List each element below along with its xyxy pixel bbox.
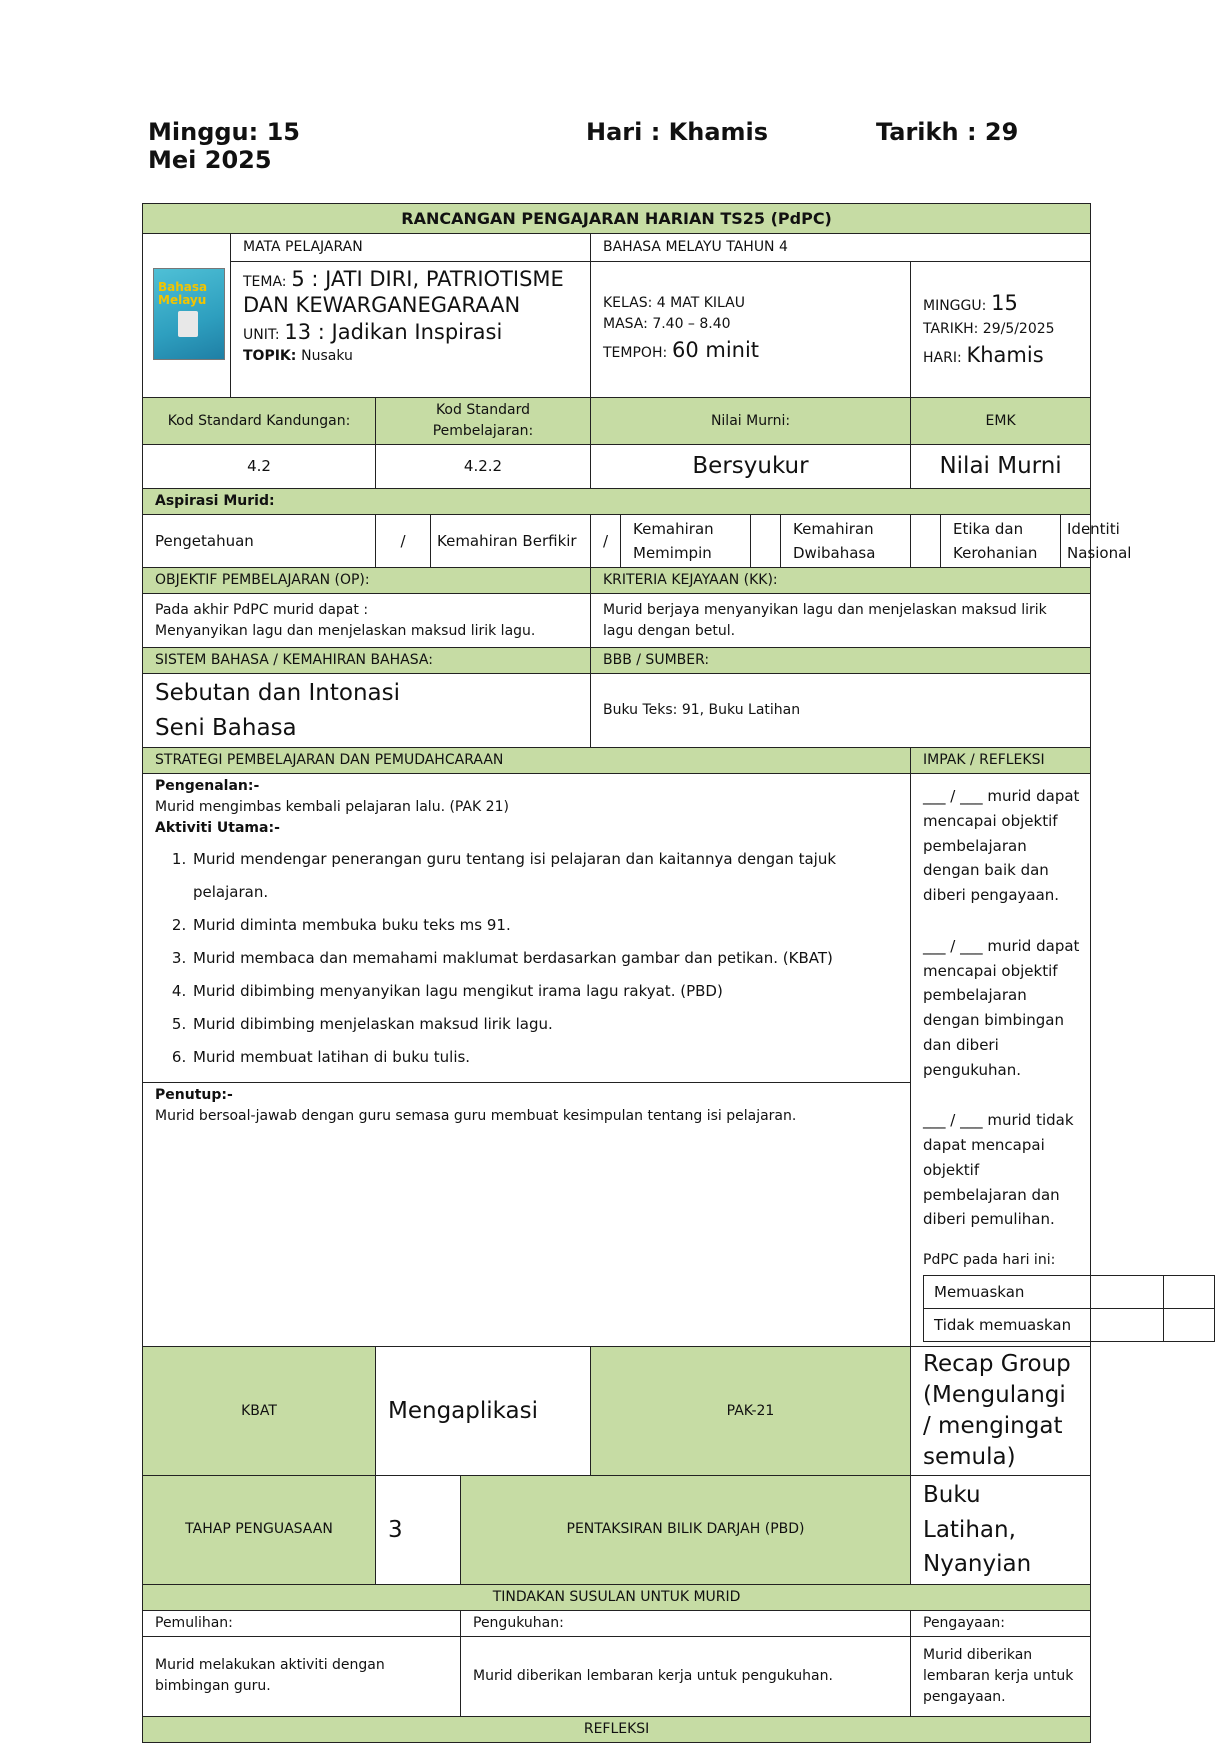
sistem-line2: Seni Bahasa [155, 714, 297, 741]
ksk-label: Kod Standard Kandungan: [143, 398, 376, 445]
aspirasi-mark-dwibahasa [911, 515, 941, 568]
objektif-text [143, 594, 591, 648]
aspirasi-mark-pengetahuan: / [376, 515, 431, 568]
kelas-value: 4 MAT KILAU [656, 294, 745, 311]
pemulihan-text: Murid melakukan aktiviti dengan bimbingan guru. [143, 1636, 461, 1716]
impak-label: IMPAK / REFLEKSI [911, 748, 1091, 774]
refleksi-label: REFLEKSI [143, 1716, 1091, 1742]
aktiviti-item: 4. Murid dibimbing menyanyikan lagu mengikut irama lagu rakyat. (PBD) [191, 975, 898, 1008]
subject-label: MATA PELAJARAN [231, 234, 591, 262]
unit-value: 13 : Jadikan Inspirasi [284, 319, 503, 344]
aspirasi-item-identiti: Identiti Nasional [1061, 515, 1091, 568]
minggu-cell [911, 262, 1091, 398]
tema-label: TEMA: [243, 274, 287, 290]
pdpc-check-memuaskan[interactable] [1164, 1276, 1215, 1309]
aktiviti-item: 1. Murid mendengar penerangan guru tentang isi pelajaran dan kaitannya dengan tajuk pelajaran. [191, 843, 898, 909]
refleksi-bimbingan: ___ / ___ murid dapat mencapai objektif pembelajaran dengan bimbingan dan diberi pengukuhan. [923, 936, 1080, 1079]
unit-label: UNIT: [243, 326, 280, 343]
tahap-label: TAHAP PENGUASAAN [143, 1476, 376, 1585]
pdpc-label: PdPC pada hari ini: [923, 1252, 1056, 1268]
aspirasi-item-dwibahasa: Kemahiran Dwibahasa [781, 515, 911, 568]
pdpc-table [923, 1275, 1215, 1342]
pemulihan-label: Pemulihan: [143, 1610, 461, 1636]
penutup-text: Murid bersoal-jawab dengan guru semasa guru membuat kesimpulan tentang isi pelajaran. [155, 1108, 797, 1124]
pengayaan-text: Murid diberikan lembaran kerja untuk pengayaan. [911, 1636, 1091, 1716]
sistem-text [143, 674, 591, 748]
kriteria-text: Murid berjaya menyanyikan lagu dan menjelaskan maksud lirik lagu dengan betul. [591, 594, 1091, 648]
rph-table [142, 203, 1132, 1743]
header-minggu: Minggu: 15 [148, 118, 300, 146]
book-cover-image [153, 268, 225, 360]
tarikh-label: TARIKH: [923, 321, 979, 337]
aspirasi-item-berfikir: Kemahiran Berfikir [431, 515, 591, 568]
tahap-value: 3 [376, 1476, 461, 1585]
hari-label: HARI: [923, 350, 962, 366]
aktiviti-item: 6. Murid membuat latihan di buku tulis. [191, 1041, 898, 1074]
emk-label: EMK [911, 398, 1091, 445]
aspirasi-item-etika: Etika dan Kerohanian [941, 515, 1061, 568]
pdpc-option-memuaskan: Memuaskan [924, 1276, 1164, 1309]
header-hari: Hari : Khamis [586, 118, 769, 146]
topik-label: TOPIK: [243, 347, 297, 364]
pengenalan-text: Murid mengimbas kembali pelajaran lalu. (PAK 21) [155, 799, 509, 815]
pak-label: PAK-21 [591, 1347, 911, 1476]
kelas-label: KELAS: [603, 294, 653, 311]
kbat-value: Mengaplikasi [376, 1347, 591, 1476]
pengenalan-label: Pengenalan:- [155, 778, 260, 794]
ksk-value: 4.2 [143, 445, 376, 489]
header-tarikh: Tarikh : 29 [876, 118, 1019, 146]
pak-value: Recap Group (Mengulangi / mengingat semula) [911, 1347, 1091, 1476]
aktiviti-item: 5. Murid dibimbing menjelaskan maksud lirik lagu. [191, 1008, 898, 1041]
pdpc-check-tidak-memuaskan[interactable] [1164, 1309, 1215, 1342]
emk-value: Nilai Murni [911, 445, 1091, 489]
pbd-value: Buku Latihan, Nyanyian [911, 1476, 1091, 1585]
susulan-label: TINDAKAN SUSULAN UNTUK MURID [143, 1584, 1091, 1610]
impak-cell [911, 774, 1091, 1347]
refleksi-baik: ___ / ___ murid dapat mencapai objektif pembelajaran dengan baik dan diberi pengayaan. [923, 787, 1080, 904]
masa-value: 7.40 – 8.40 [652, 315, 731, 332]
tema-cell [231, 262, 591, 398]
objektif-line2: Menyanyikan lagu dan menjelaskan maksud lirik lagu. [155, 622, 536, 639]
strategi-label: STRATEGI PEMBELAJARAN DAN PEMUDAHCARAAN [143, 748, 911, 774]
sistem-label: SISTEM BAHASA / KEMAHIRAN BAHASA: [143, 648, 591, 674]
book-cover-title: Bahasa Melayu [158, 280, 208, 308]
bbb-label: BBB / SUMBER: [591, 648, 1091, 674]
tarikh-value: 29/5/2025 [982, 321, 1055, 337]
aspirasi-mark-memimpin [751, 515, 781, 568]
subject-value: BAHASA MELAYU TAHUN 4 [591, 234, 1091, 262]
pbd-label: PENTAKSIRAN BILIK DARJAH (PBD) [461, 1476, 911, 1585]
kriteria-label: KRITERIA KEJAYAAN (KK): [591, 568, 1091, 594]
tempoh-value: 60 minit [671, 337, 760, 362]
minggu-value: 15 [991, 290, 1018, 315]
pengukuhan-text: Murid diberikan lembaran kerja untuk pengukuhan. [461, 1636, 911, 1716]
masa-label: MASA: [603, 315, 648, 332]
aspirasi-item-memimpin: Kemahiran Memimpin [621, 515, 751, 568]
refleksi-pemulihan: ___ / ___ murid tidak dapat mencapai objektif pembelajaran dan diberi pemulihan. [923, 1111, 1074, 1229]
tempoh-label: TEMPOH: [603, 344, 668, 361]
pengukuhan-label: Pengukuhan: [461, 1610, 911, 1636]
ksp-label: Kod Standard Pembelajaran: [376, 398, 591, 445]
bbb-text: Buku Teks: 91, Buku Latihan [591, 674, 1091, 748]
aspirasi-item-pengetahuan: Pengetahuan [143, 515, 376, 568]
pengayaan-label: Pengayaan: [911, 1610, 1091, 1636]
objektif-label: OBJEKTIF PEMBELAJARAN (OP): [143, 568, 591, 594]
tema-value: 5 : JATI DIRI, PATRIOTISME DAN KEWARGANEGARAAN [243, 267, 564, 318]
header-tarikh-cont: Mei 2025 [148, 146, 272, 174]
book-cover [143, 234, 231, 398]
aktiviti-item: 3. Murid membaca dan memahami maklumat berdasarkan gambar dan petikan. (KBAT) [191, 942, 898, 975]
kbat-label: KBAT [143, 1347, 376, 1476]
penutup-label: Penutup:- [155, 1087, 233, 1103]
topik-value: Nusaku [301, 347, 353, 364]
nilai-label: Nilai Murni: [591, 398, 911, 445]
pdpc-option-tidak-memuaskan: Tidak memuaskan [924, 1309, 1164, 1342]
minggu-label: MINGGU: [923, 297, 987, 314]
book-cover-figure [178, 311, 198, 337]
aktiviti-item: 2. Murid diminta membuka buku teks ms 91. [191, 909, 898, 942]
strategi-cell [143, 774, 911, 1347]
aktiviti-list [155, 843, 898, 1074]
ksp-value: 4.2.2 [376, 445, 591, 489]
aktiviti-label: Aktiviti Utama:- [155, 820, 280, 836]
nilai-value: Bersyukur [591, 445, 911, 489]
aspirasi-mark-berfikir: / [591, 515, 621, 568]
kelas-cell [591, 262, 911, 398]
hari-value: Khamis [966, 343, 1044, 367]
objektif-line1: Pada akhir PdPC murid dapat : [155, 601, 369, 618]
aspirasi-label: Aspirasi Murid: [143, 489, 1091, 515]
plan-title: RANCANGAN PENGAJARAN HARIAN TS25 (PdPC) [143, 204, 1091, 234]
sistem-line1: Sebutan dan Intonasi [155, 680, 401, 706]
